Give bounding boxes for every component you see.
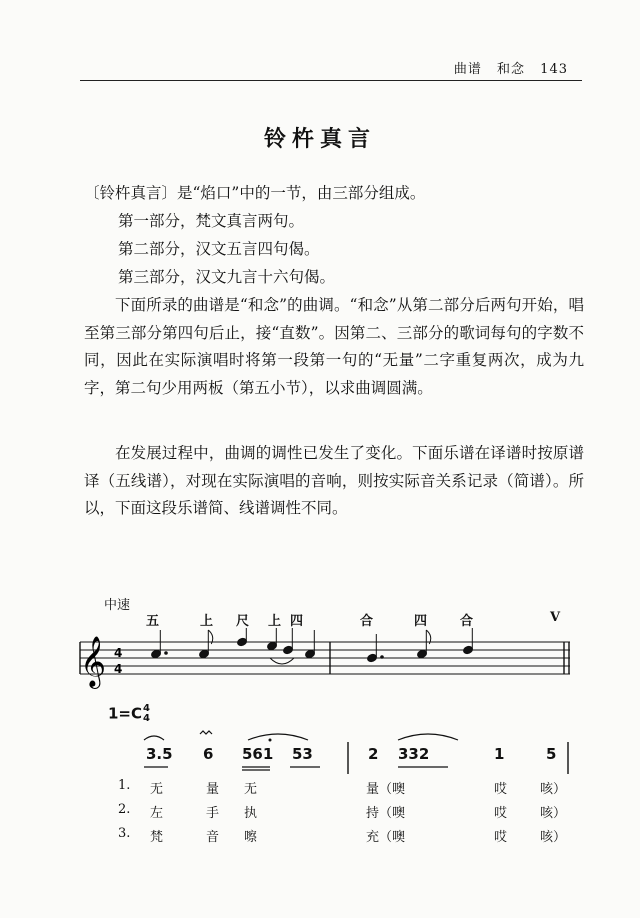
paragraph-part1: 第一部分，梵文真言两句。 (118, 212, 305, 230)
lyric-word: 无 (150, 782, 164, 797)
key-signature (108, 704, 150, 724)
lyric-word: 量 (206, 782, 220, 797)
lyric-word: 哎 (494, 806, 508, 821)
gongche-symbol: 四 (414, 614, 428, 629)
paragraph-melody: 下面所录的曲谱是“和念”的曲调。“和念”从第二部分后两句开始，唱至第三部分第四句后止，接“直数”。因第二、三部分的歌词每句的字数不同，因此在实际演唱时将第一段第一句的“无量”二字重复两次，成为九字，第二句少用两板（第五小节），以求曲调圆满。 (84, 296, 584, 397)
lyric-word: 无 (244, 782, 258, 797)
slur (398, 734, 458, 740)
jianpu-note: 561 (242, 745, 274, 763)
lyric-word: 左 (150, 806, 164, 821)
paragraph-intro: 〔铃杵真言〕是“焰口”中的一节，由三部分组成。 (84, 184, 426, 202)
lyric-word: 嚓 (244, 830, 258, 845)
page-title: 铃杵真言 (263, 126, 376, 152)
lyric-verse-number: 2. (118, 802, 131, 817)
header-section: 曲谱 (453, 62, 482, 77)
lyric-verse-number: 3. (118, 826, 131, 841)
dot (165, 652, 168, 655)
lyric-word: 音 (206, 830, 220, 845)
jianpu-note: 2 (368, 745, 379, 763)
breath-mark: V (550, 610, 561, 625)
mordent-icon (200, 731, 212, 734)
header-subsection: 和念 (497, 62, 526, 77)
jianpu-note: 5 (546, 745, 557, 763)
lyric-word: 咳） (540, 782, 567, 797)
lyric-word: 梵 (150, 830, 164, 845)
lyric-word: 哎 (494, 782, 508, 797)
time-denominator: 4 (143, 713, 150, 724)
paragraph-tonality: 在发展过程中，曲调的调性已发生了变化。下面乐谱在译谱时按原谱译（五线谱），对现在实际演唱的音响，则按实际音关系记录（简谱）。所以，下面这段乐谱简、线谱调性不同。 (84, 444, 584, 517)
running-header (80, 58, 582, 81)
gongche-symbol: 四 (290, 614, 304, 629)
lyric-word: 咳） (540, 806, 567, 821)
lyric-word: 充（噢 (366, 830, 406, 845)
dot (269, 739, 272, 742)
tempo-marking: 中速 (104, 598, 131, 613)
time-signature-bottom: 4 (114, 662, 123, 676)
gongche-symbol: 上 (268, 614, 282, 629)
gongche-symbol: 合 (460, 614, 474, 629)
slur (144, 736, 164, 740)
treble-clef-icon: 𝄞 (80, 636, 107, 687)
lyric-word: 咳） (540, 830, 567, 845)
dot (381, 656, 384, 659)
lyric-word: 手 (206, 806, 220, 821)
jianpu-note: 1 (494, 745, 505, 763)
slur (270, 658, 294, 664)
jianpu-marks (130, 726, 580, 776)
gongche-symbol: 五 (146, 614, 160, 629)
header-text (444, 58, 568, 77)
jianpu-note: 53 (292, 745, 313, 763)
key-label: 1=C (108, 704, 143, 723)
lyric-word: 持（噢 (366, 806, 406, 821)
gongche-symbol: 上 (200, 614, 214, 629)
time-signature-top: 4 (114, 646, 123, 660)
jianpu-note: 332 (398, 745, 430, 763)
paragraph-part2: 第二部分，汉文五言四句偈。 (118, 240, 320, 258)
lyric-word: 量（噢 (366, 782, 406, 797)
lyric-word: 哎 (494, 830, 508, 845)
page-number: 143 (540, 62, 568, 77)
paragraph-part3: 第三部分，汉文九言十六句偈。 (118, 268, 336, 286)
time-numerator: 4 (143, 703, 150, 714)
lyric-word: 执 (244, 806, 258, 821)
gongche-symbol: 合 (360, 614, 374, 629)
slur (248, 734, 308, 740)
staff-notation (76, 628, 580, 694)
lyric-verse-number: 1. (118, 778, 131, 793)
jianpu-note: 6 (203, 745, 214, 763)
gongche-symbol: 尺 (236, 614, 250, 629)
jianpu-note: 3.5 (146, 745, 173, 763)
